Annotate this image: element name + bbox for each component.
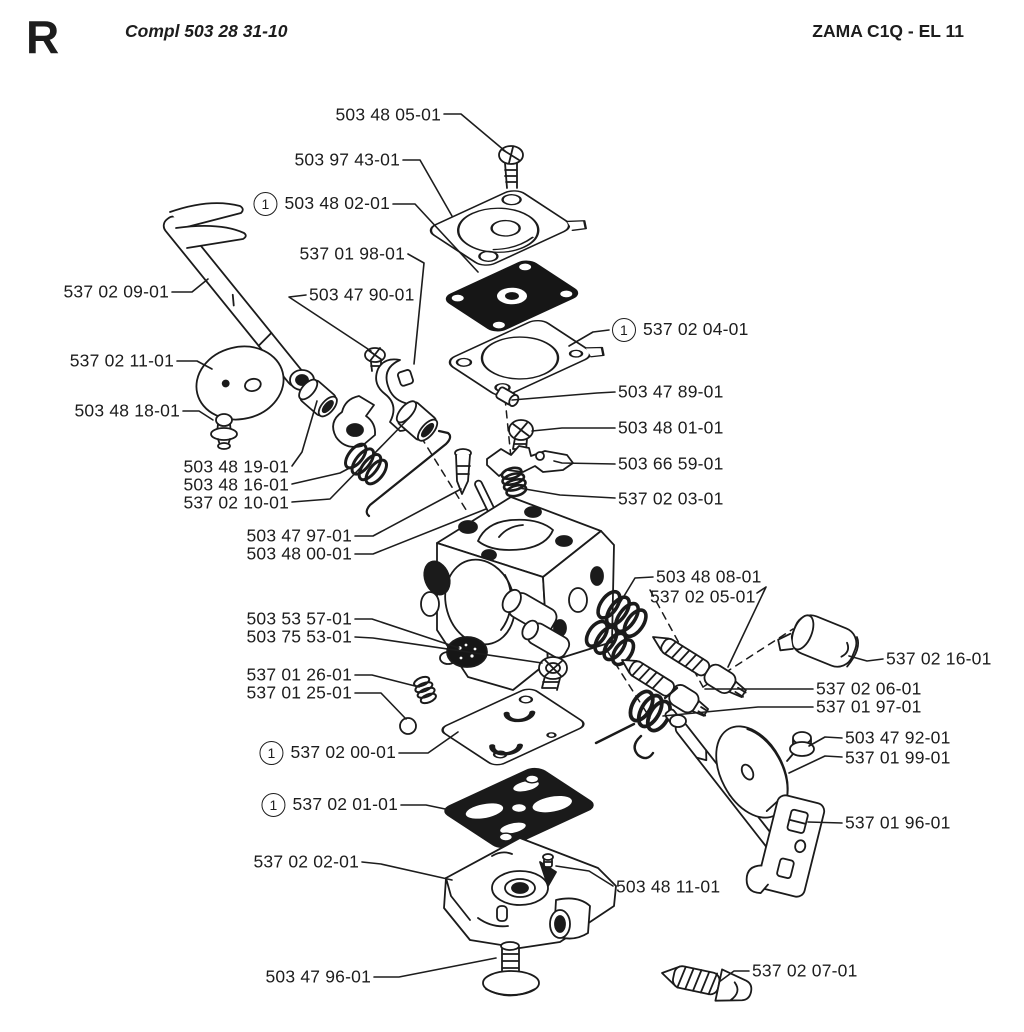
leader-line — [292, 401, 317, 466]
part-number: 503 47 97-01 — [246, 525, 352, 546]
leader-line — [172, 279, 208, 292]
part-number: 503 75 53-01 — [246, 626, 352, 647]
qty-badge: 1 — [612, 318, 636, 342]
part-number: 503 48 01-01 — [618, 417, 724, 438]
leader-line — [569, 330, 609, 346]
part-number: 503 48 11-01 — [616, 876, 721, 897]
part-number: 537 02 10-01 — [183, 492, 289, 513]
part-label — [309, 286, 415, 304]
leader-line — [374, 958, 496, 977]
part-label — [656, 568, 762, 586]
leader-line — [399, 732, 458, 753]
part-number: 537 01 96-01 — [845, 812, 951, 833]
part-label — [618, 490, 724, 508]
part-label — [618, 419, 724, 437]
leader-line — [393, 204, 478, 272]
leader-line — [554, 461, 615, 464]
part-label — [246, 666, 352, 684]
part-label — [246, 610, 352, 628]
part-number: 537 02 01-01 — [292, 794, 398, 815]
part-number: 537 02 02-01 — [253, 851, 359, 872]
leader-line — [532, 428, 615, 431]
leader-line — [355, 675, 419, 687]
leader-line — [408, 254, 424, 364]
part-number: 537 02 05-01 — [650, 586, 756, 607]
part-number: 503 97 43-01 — [294, 149, 400, 170]
part-label — [845, 749, 951, 767]
part-label — [253, 853, 359, 871]
leader-line — [809, 737, 842, 746]
part-number: 503 47 89-01 — [618, 381, 724, 402]
model-title: ZAMA C1Q - EL 11 — [812, 21, 964, 41]
leader-line — [401, 805, 450, 810]
assembly-ref: Compl 503 28 31-10 — [125, 21, 288, 41]
part-label — [183, 458, 289, 476]
leader-line — [355, 693, 406, 719]
part-label — [183, 494, 289, 512]
qty-badge: 1 — [261, 793, 285, 817]
part-number: 503 47 90-01 — [309, 284, 415, 305]
part-label — [816, 698, 922, 716]
part-number: 537 02 04-01 — [643, 319, 749, 340]
part-label — [845, 729, 951, 747]
part-number: 503 47 92-01 — [845, 727, 951, 748]
part-number: 537 02 07-01 — [752, 960, 858, 981]
part-label — [253, 192, 390, 216]
part-number: 503 48 18-01 — [74, 400, 180, 421]
part-label — [618, 383, 724, 401]
leader-line — [808, 822, 842, 823]
part-number: 537 01 25-01 — [246, 682, 352, 703]
section-letter: R — [26, 11, 61, 63]
part-label — [845, 814, 951, 832]
part-number: 537 01 26-01 — [246, 664, 352, 685]
part-number: 503 48 08-01 — [656, 566, 762, 587]
leader-line — [355, 509, 486, 554]
part-label — [259, 741, 396, 765]
part-label — [70, 352, 174, 370]
part-number: 503 53 57-01 — [246, 608, 352, 629]
part-label — [612, 318, 749, 342]
part-label — [183, 476, 289, 494]
part-number: 503 48 05-01 — [335, 104, 441, 125]
leader-line — [719, 971, 749, 982]
leader-line — [355, 637, 542, 663]
leader-line — [663, 707, 813, 716]
part-number: 537 01 98-01 — [299, 243, 405, 264]
leader-line — [177, 361, 212, 369]
part-label — [616, 878, 720, 896]
part-number: 537 02 09-01 — [63, 281, 169, 302]
part-label — [63, 283, 169, 301]
qty-badge: 1 — [253, 192, 277, 216]
leader-line — [355, 489, 461, 536]
part-label — [246, 628, 352, 646]
leader-line — [849, 656, 883, 661]
part-number: 537 02 00-01 — [290, 742, 396, 763]
part-label — [886, 650, 992, 668]
part-number: 503 47 96-01 — [265, 966, 371, 987]
part-label — [246, 545, 352, 563]
part-number: 503 48 16-01 — [183, 474, 289, 495]
part-number: 503 66 59-01 — [618, 453, 724, 474]
leader-line — [789, 756, 842, 773]
leader-line — [183, 411, 213, 420]
part-number: 537 02 16-01 — [886, 648, 992, 669]
part-number: 503 48 19-01 — [183, 456, 289, 477]
part-label — [650, 588, 756, 606]
part-label — [816, 680, 922, 698]
part-label — [74, 402, 180, 420]
part-number: 537 01 99-01 — [845, 747, 951, 768]
part-number: 537 02 03-01 — [618, 488, 724, 509]
part-label — [335, 106, 441, 124]
leader-line — [519, 488, 615, 498]
leader-line — [512, 392, 615, 400]
part-number: 503 48 00-01 — [246, 543, 352, 564]
leader-line — [292, 463, 359, 484]
part-label — [265, 968, 371, 986]
part-label — [246, 527, 352, 545]
part-label — [246, 684, 352, 702]
part-label — [752, 962, 858, 980]
part-number: 537 01 97-01 — [816, 696, 922, 717]
part-number: 537 02 11-01 — [69, 350, 174, 371]
leader-line — [556, 866, 613, 886]
part-label — [299, 245, 405, 263]
part-label — [618, 455, 724, 473]
part-number: 503 48 02-01 — [284, 193, 390, 214]
qty-badge: 1 — [259, 741, 283, 765]
leader-line — [292, 418, 409, 502]
leader-line — [444, 114, 505, 151]
leader-line — [403, 160, 452, 216]
leader-line — [618, 577, 653, 606]
part-number: 537 02 06-01 — [816, 678, 922, 699]
leader-line — [362, 862, 452, 880]
part-label — [261, 793, 398, 817]
part-label — [294, 151, 400, 169]
